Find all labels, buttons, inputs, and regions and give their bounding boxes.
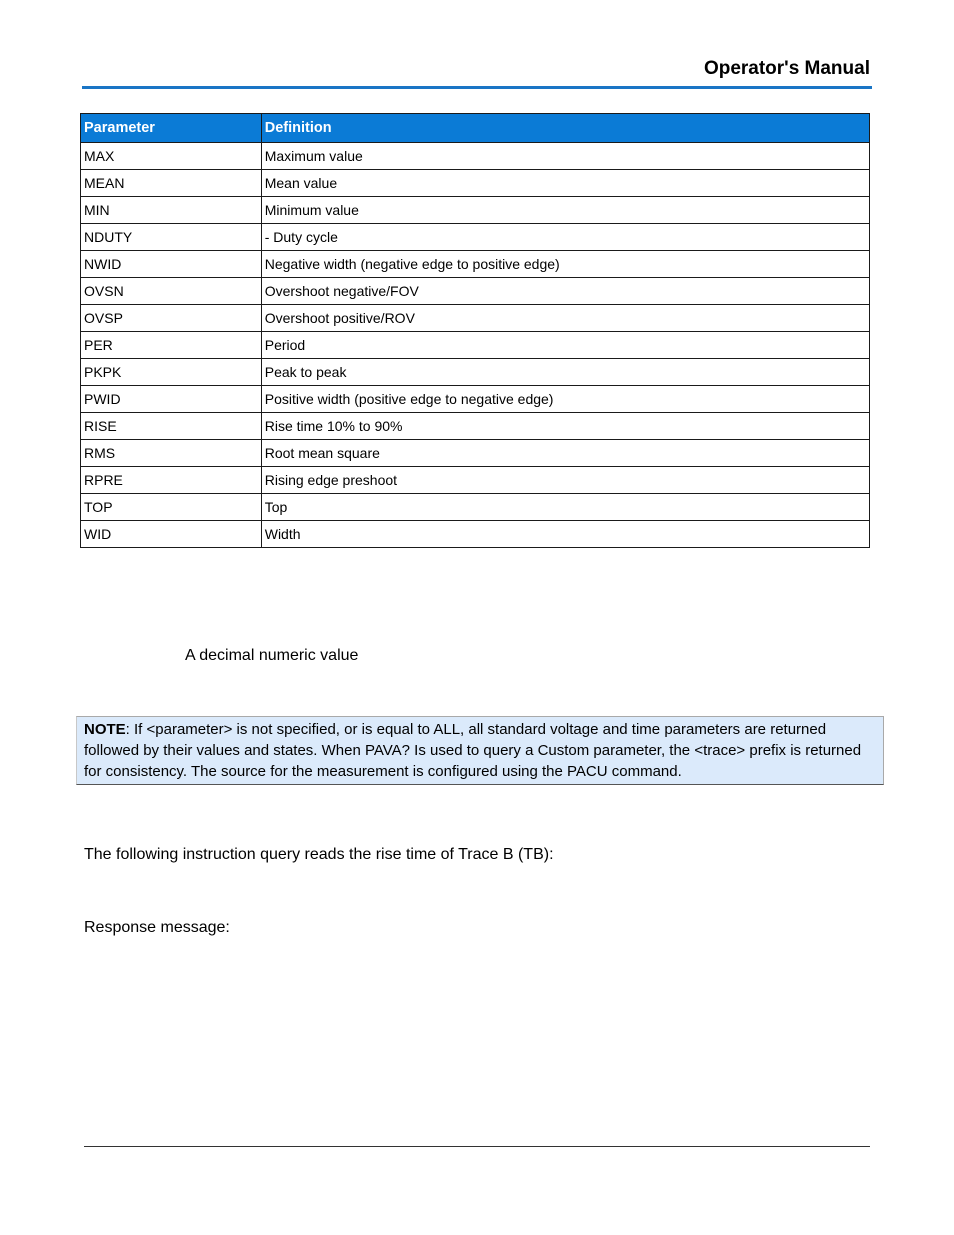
- definition-cell: Width: [261, 521, 869, 548]
- header-divider: [82, 86, 872, 89]
- definition-cell: Negative width (negative edge to positive edge): [261, 251, 869, 278]
- definition-cell: Top: [261, 494, 869, 521]
- definition-cell: Positive width (positive edge to negative edge): [261, 386, 869, 413]
- table-row: [81, 494, 870, 521]
- table-row: [81, 467, 870, 494]
- table-header-row: [81, 114, 870, 143]
- table-body: [81, 143, 870, 548]
- definition-cell: Mean value: [261, 170, 869, 197]
- definition-cell: Overshoot positive/ROV: [261, 305, 869, 332]
- parameter-cell: OVSN: [81, 278, 262, 305]
- table-row: [81, 305, 870, 332]
- parameter-table: [80, 113, 870, 548]
- definition-cell: Peak to peak: [261, 359, 869, 386]
- table-row: [81, 359, 870, 386]
- parameter-cell: MIN: [81, 197, 262, 224]
- parameter-cell: RMS: [81, 440, 262, 467]
- table-row: [81, 278, 870, 305]
- definition-cell: Rise time 10% to 90%: [261, 413, 869, 440]
- table-row: [81, 170, 870, 197]
- table-row: [81, 386, 870, 413]
- parameter-cell: NDUTY: [81, 224, 262, 251]
- definition-cell: Maximum value: [261, 143, 869, 170]
- example-intro-text: The following instruction query reads the rise time of Trace B (TB):: [84, 846, 554, 863]
- parameter-cell: PKPK: [81, 359, 262, 386]
- parameter-cell: MEAN: [81, 170, 262, 197]
- table-row: [81, 332, 870, 359]
- response-label: Response message:: [84, 919, 230, 936]
- parameter-cell: RISE: [81, 413, 262, 440]
- table-row: [81, 197, 870, 224]
- parameter-cell: NWID: [81, 251, 262, 278]
- note-box: [76, 716, 884, 785]
- footer-divider: [84, 1146, 870, 1147]
- parameter-cell: RPRE: [81, 467, 262, 494]
- table-row: [81, 251, 870, 278]
- definition-cell: Overshoot negative/FOV: [261, 278, 869, 305]
- parameter-cell: PER: [81, 332, 262, 359]
- column-header-definition: Definition: [261, 114, 869, 143]
- parameter-cell: MAX: [81, 143, 262, 170]
- table-row: [81, 413, 870, 440]
- definition-cell: - Duty cycle: [261, 224, 869, 251]
- column-header-parameter: Parameter: [81, 114, 262, 143]
- note-label: NOTE: [84, 721, 126, 738]
- table-row: [81, 440, 870, 467]
- return-value-text: A decimal numeric value: [185, 647, 359, 664]
- table-row: [81, 143, 870, 170]
- definition-cell: Root mean square: [261, 440, 869, 467]
- definition-cell: Minimum value: [261, 197, 869, 224]
- parameter-cell: OVSP: [81, 305, 262, 332]
- note-text: : If <parameter> is not specified, or is equal to ALL, all standard voltage and time parameters are returned followed by their values and states. When PAVA? Is used to query a Custom parameter, the <trace> prefix is returned for consistency. The source for the measurement is configured using the PACU command.: [84, 721, 862, 780]
- parameter-cell: TOP: [81, 494, 262, 521]
- parameter-cell: PWID: [81, 386, 262, 413]
- page-title: Operator's Manual: [703, 58, 870, 79]
- definition-cell: Period: [261, 332, 869, 359]
- definition-cell: Rising edge preshoot: [261, 467, 869, 494]
- table-row: [81, 224, 870, 251]
- table-row: [81, 521, 870, 548]
- parameter-cell: WID: [81, 521, 262, 548]
